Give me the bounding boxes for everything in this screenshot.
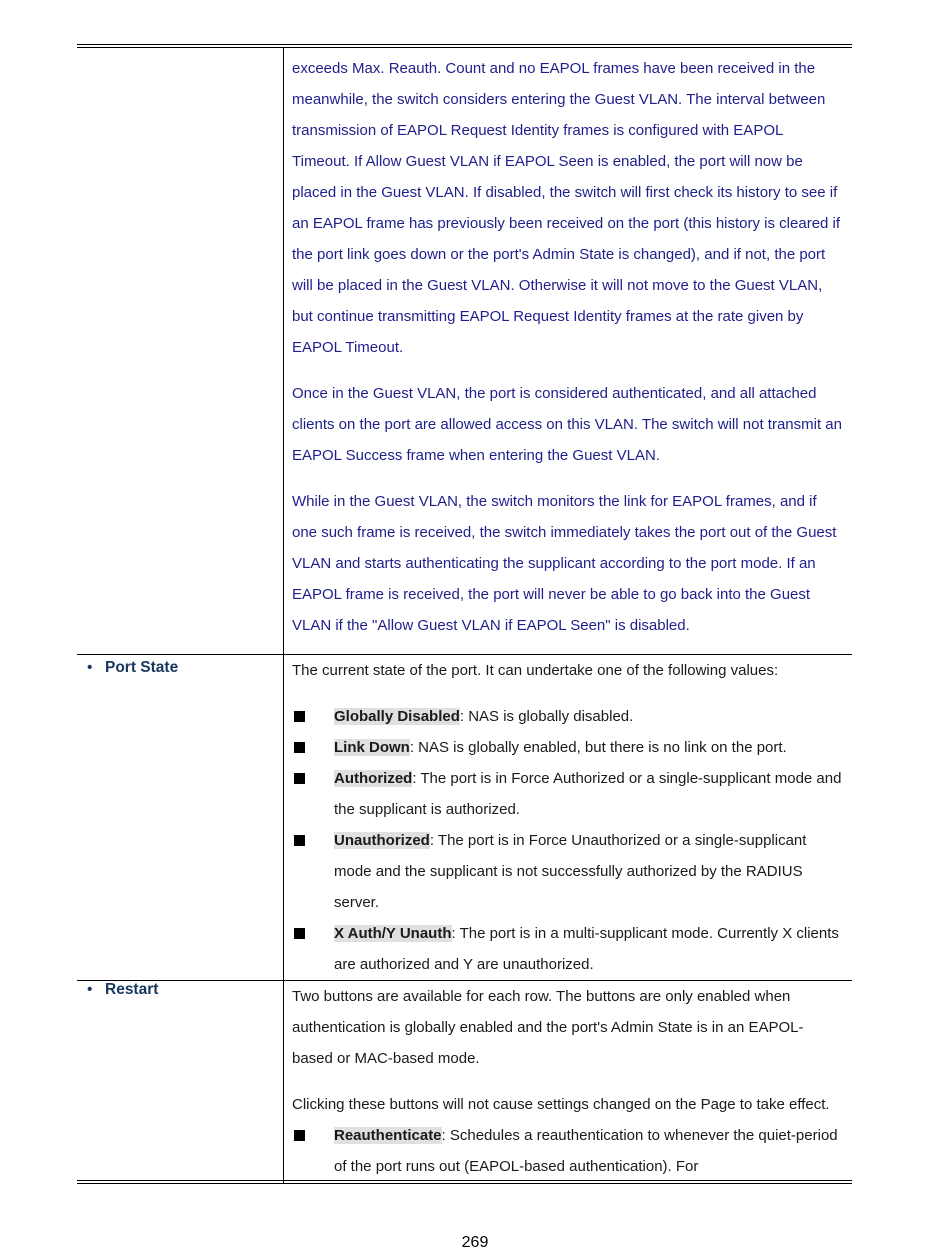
param-label: Restart bbox=[105, 981, 159, 998]
list-item bbox=[292, 763, 844, 825]
list-item bbox=[292, 732, 844, 763]
table-row-guest-vlan bbox=[77, 48, 852, 654]
term-label: X Auth/Y Unauth bbox=[334, 925, 452, 942]
parameter-table bbox=[77, 44, 852, 1184]
guest-vlan-description bbox=[292, 53, 844, 641]
restart-paragraph: Clicking these buttons will not cause settings changed on the Page to take effect. bbox=[292, 1096, 830, 1113]
page-number: 269 bbox=[461, 1234, 489, 1251]
term-label: Link Down bbox=[334, 739, 410, 756]
guest-vlan-paragraph: While in the Guest VLAN, the switch monitors the link for EAPOL frames, and if one such frame is received, the switch immediately takes the port out of the Guest VLAN and starts authenticating the supplicant according to the port mode. If an EAPOL frame is received, the port will never be able to go back into the Guest VLAN if the "Allow Guest VLAN if EAPOL Seen" is disabled. bbox=[292, 493, 837, 634]
square-bullet-icon bbox=[294, 1130, 305, 1141]
param-restart bbox=[87, 981, 158, 999]
term-text: : The port is in a multi-supplicant mode. Currently X clients are authorized and Y are unauthorized. bbox=[334, 925, 839, 973]
term-label: Authorized bbox=[334, 770, 413, 787]
square-bullet-icon bbox=[294, 711, 305, 722]
restart-description bbox=[292, 981, 844, 1182]
list-item bbox=[292, 701, 844, 732]
column-divider bbox=[283, 48, 284, 654]
term-label: Unauthorized bbox=[334, 832, 430, 849]
bullet-dot: • bbox=[87, 659, 93, 676]
square-bullet-icon bbox=[294, 742, 305, 753]
term-label: Globally Disabled bbox=[334, 708, 460, 725]
guest-vlan-paragraph: exceeds Max. Reauth. Count and no EAPOL frames have been received in the meanwhile, the switch considers entering the Guest VLAN. The interval between transmission of EAPOL Request Identity frames is configured with EAPOL Timeout. If Allow Guest VLAN if EAPOL Seen is enabled, the port will now be placed in the Guest VLAN. If disabled, the switch will first check its history to see if an EAPOL frame has previously been received on the port (this history is cleared if the port link goes down or the port's Admin State is changed), and if not, the port will be placed in the Guest VLAN. Otherwise it will not move to the Guest VLAN, but continue transmitting EAPOL Request Identity frames at the rate given by EAPOL Timeout. bbox=[292, 60, 841, 356]
term-text: : NAS is globally disabled. bbox=[459, 708, 634, 725]
table-row-port-state bbox=[77, 654, 852, 980]
table-row-restart bbox=[77, 980, 852, 1184]
term-text: : The port is in Force Unauthorized or a single-supplicant mode and the supplicant is not successfully authorized by the RADIUS server. bbox=[334, 832, 807, 911]
column-divider bbox=[283, 981, 284, 1184]
list-item bbox=[292, 825, 844, 918]
bullet-dot: • bbox=[87, 981, 93, 998]
param-port-state bbox=[87, 659, 178, 677]
param-label: Port State bbox=[105, 659, 179, 676]
term-text: : NAS is globally enabled, but there is no link on the port. bbox=[409, 739, 787, 756]
term-text: : The port is in Force Authorized or a single-supplicant mode and the supplicant is authorized. bbox=[334, 770, 842, 818]
restart-paragraph: Two buttons are available for each row. The buttons are only enabled when authentication is globally enabled and the port's Admin State is in an EAPOL-based or MAC-based mode. bbox=[292, 988, 804, 1067]
term-label: Reauthenticate bbox=[334, 1127, 442, 1144]
column-divider bbox=[283, 655, 284, 980]
list-item bbox=[292, 1120, 844, 1182]
square-bullet-icon bbox=[294, 928, 305, 939]
term-text: : Schedules a reauthentication to whenever the quiet-period of the port runs out (EAPOL-based authentication). For bbox=[334, 1127, 838, 1175]
square-bullet-icon bbox=[294, 835, 305, 846]
list-item bbox=[292, 918, 844, 980]
port-state-description bbox=[292, 655, 844, 980]
port-state-intro: The current state of the port. It can undertake one of the following values: bbox=[292, 662, 779, 679]
square-bullet-icon bbox=[294, 773, 305, 784]
guest-vlan-paragraph: Once in the Guest VLAN, the port is considered authenticated, and all attached clients on the port are allowed access on this VLAN. The switch will not transmit an EAPOL Success frame when entering the Guest VLAN. bbox=[292, 385, 842, 464]
